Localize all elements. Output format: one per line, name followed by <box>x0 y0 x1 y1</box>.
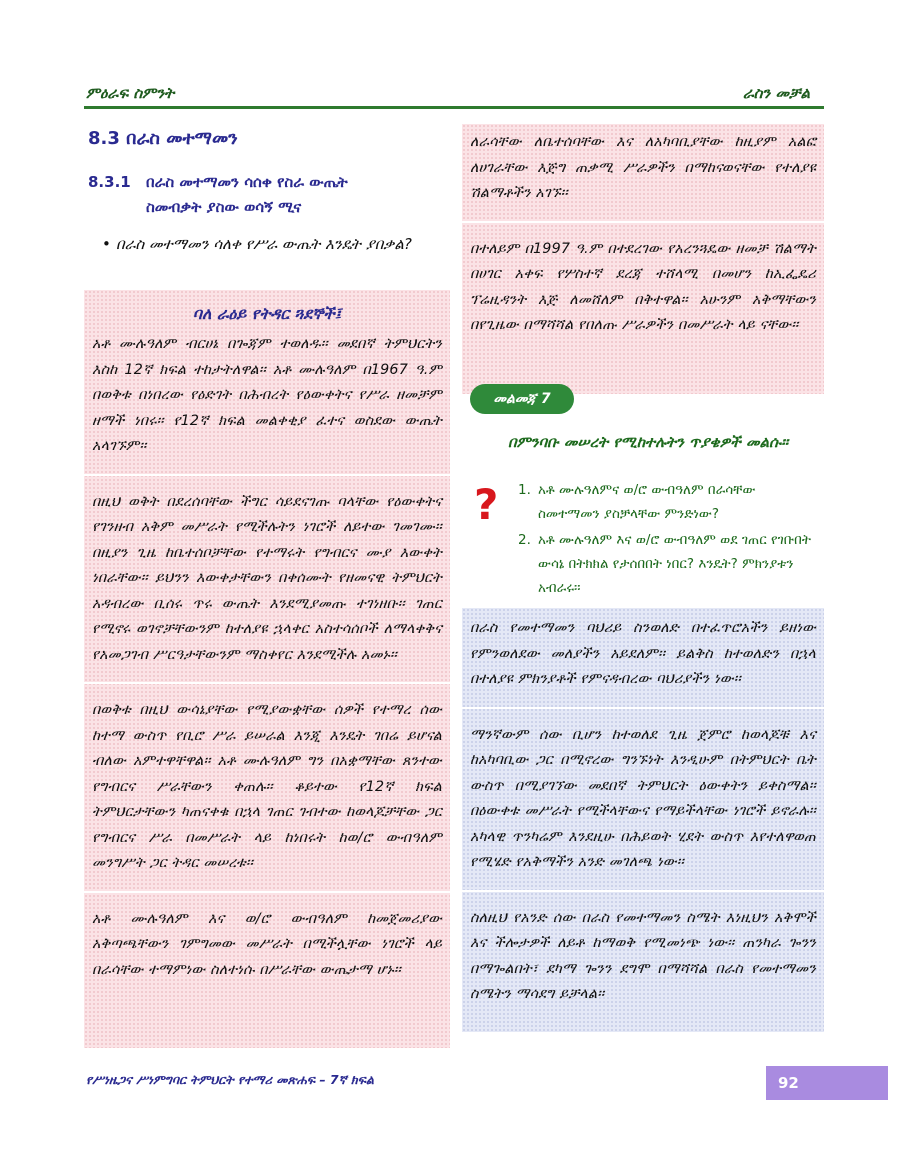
question-number: 1. <box>518 482 531 498</box>
story-box <box>84 290 450 1048</box>
header-rule <box>84 106 824 109</box>
header-unit-title: ራስን መቻል <box>742 84 810 102</box>
story-continuation-paragraph: በተለይም በ1997 ዓ.ም በተደረገው የአረንጓዴው ዘመቻ ሽልማት በሀገር አቀፍ የሦስተኛ ደረጃ ተሸላሚ በመሆን ከኢፌዴሪ ፕሬዚዳንት እጅ ለመሸለም በቅተዋል፡፡ አሁንም አቅማቸውን በየጊዜው በማሻሻል የበለጡ ሥራዎችን በመሥራት ላይ ናቸው፡፡ <box>470 240 816 333</box>
subsection-title <box>88 170 438 220</box>
subsection-line-2: ስመብቃት ያስው ወሳኝ ሚና <box>146 198 302 216</box>
story-continuation-box <box>462 124 824 394</box>
story-title: ባለ ራዕይ የትዳር ጓደኞች፤ <box>192 304 342 323</box>
subsection-number: 8.3.1 <box>88 173 131 191</box>
guiding-question-text: በራስ መተማመን ሳለቀ የሥራ ውጤት እንዴት ያበቃል? <box>116 235 412 253</box>
story-paragraph: በዚህ ወቅት በደረሰባቸው ችግር ሳይደናገጡ ባላቸው የዕውቀትና የገንዘብ አቅም መሥራት የሚችሉትን ነገሮች ለይተው ገመገሙ፡፡ በዚያን ጊዜ ከቤተሰቦቻቸው የተማሩት የግብርና ሙያ እውቀት ነበራቸው፡፡ ይህንን እውቀታቸውን በቀሰሙት የዘመናዊ ትምህርት አዳብረው ቢሰሩ ጥሩ ውጤት እንደሚያመጡ ተገነዘቡ፡፡ ገጠር የሚኖሩ ወገኖቻቸውንም ከተለያዩ ኋላቀር አስተሳሰቦች ለማላቀቅና የአመጋገብ ሥርዓታቸውንም ማስቀየር እንደሚችሉ አመኑ፡፡ <box>92 493 442 663</box>
exercise-question <box>518 478 818 526</box>
exercise-question <box>518 528 818 600</box>
header-chapter: ምዕራፍ ስምንት <box>86 84 175 102</box>
explanation-paragraph: ማንኛውም ሰው ቢሆን ከተወለደ ጊዜ ጀምሮ ከወላጆቹ እና ከአካባቢው ጋር በሚኖረው ግንኙነት እንዲሁም በትምህርት ቤት ውስጥ በሚያገኘው መደበኛ ትምህርት ዕውቀትን ይቀስማል፡፡ በዕውቀቱ መሥራት የሚችላቸውና የማይችላቸው ነገሮች ይኖራሉ፡፡ አካላዊ ጥንካሬም እንደዚሁ በሕይወት ሂደት ውስጥ እየተለዋወጠ የሚሄድ የአቅማችን አንድ መገለጫ ነው፡፡ <box>470 726 816 870</box>
question-text: አቶ ሙሉዓለምና ወ/ሮ ውብዓለም በራሳቸው ስመተማመን ያስቻላቸው ምንድነው? <box>538 482 756 522</box>
exercise-instruction: በምንባቡ መሠረት የሚከተሉትን ጥያቄዎች መልሱ፡፡ <box>508 433 789 451</box>
question-mark-icon: ? <box>474 480 499 529</box>
explanation-paragraph: በራስ የመተማመን ባህሪይ ስንወለድ በተፈጥሮአችን ይዘነው የምንወለደው መለያችን አይደለም፡፡ ይልቅስ ከተወለድን በኋላ በተለያዩ ምክንያቶች የምናዳብረው ባህሪያችን ነው፡፡ <box>470 620 816 687</box>
story-continuation-paragraph: ለራሳቸው ለቤተሰባቸው እና ለአካባቢያቸው ከዚያም አልፎ ለሀገራቸው እጅግ ጠቃሚ ሥራዎችን በማከናወናቸው የተለያዩ ሽልማቶችን አገኙ፡፡ <box>470 134 816 201</box>
question-text: አቶ ሙሉዓለም እና ወ/ሮ ውብዓለም ወደ ገጠር የገቡበት ውሳኔ በትክክል የታሰበበት ነበር? እንዴት? ምክንያቱን አብራሩ፡፡ <box>538 532 812 596</box>
question-number: 2. <box>518 532 531 548</box>
section-title: 8.3 በራስ መተማመን <box>88 128 238 149</box>
guiding-question <box>102 232 446 257</box>
footer-book-title: የሥነዜጋና ሥነምግባር ትምህርት የተማሪ መጽሐፍ – 7ኛ ክፍል <box>86 1072 374 1087</box>
paragraph-divider <box>462 890 824 892</box>
story-paragraph: በወቅቱ በዚህ ውሳኔያቸው የሚያውቋቸው ሰዎች የተማረ ሰው ከተማ ውስጥ የቢሮ ሥራ ይሠራል እንጂ እንዴት ገበሬ ይሆናል ብለው አምተዋቸዋል፡፡ አቶ ሙሉዓለም ግን በአቋማቸው ጸንተው የግብርና ሥራቸውን ቀጠሉ፡፡ ቆይተው የ12ኛ ክፍል ትምህርታቸውን ካጠናቀቁ በኋላ ገጠር ገብተው ከወላጆቻቸው ጋር የግብርና ሥራ በመሥራት ላይ ከነበሩት ከወ/ሮ ውብዓለም መንግሥት ጋር ትዳር መሠረቱ፡፡ <box>92 702 442 871</box>
exercise-question-list <box>518 478 818 602</box>
story-body <box>84 324 450 983</box>
explanation-box <box>462 608 824 1032</box>
explanation-paragraph: ስለዚህ የአንድ ሰው በራስ የመተማመን ስሜት እነዚህን አቅሞች እና ችሎታዎች ለይቶ ከማወቅ የሚመነጭ ነው፡፡ ጠንካራ ጐንን በማጐልበት፣ ደካማ ጐንን ደግሞ በማሻሻል በራስ የመተማመን ስሜትን ማሳደግ ይቻላል፡፡ <box>470 909 816 1002</box>
bullet-dot-icon: • <box>102 235 111 253</box>
story-paragraph: አቶ ሙሉዓለም ብርሀኔ በጐጃም ተወለዱ፡፡ መደበኛ ትምህርትን እስከ 12ኛ ክፍል ተከታትለዋል፡፡ አቶ ሙሉዓለም በ1967 ዓ.ም በወቅቱ በነበረው የዕድገት በሕብረት የዕውቀትና የሥራ ዘመቻም ዘማች ነበሩ፡፡ የ12ኛ ክፍል መልቀቂያ ፈተና ወስደው ውጤት አላገኙም፡፡ <box>92 336 442 454</box>
paragraph-divider <box>84 891 450 893</box>
paragraph-divider <box>84 682 450 684</box>
paragraph-divider <box>462 221 824 223</box>
subsection-line-1: በራስ መተማመን ሳሰቀ የስራ ውጤት <box>146 173 348 191</box>
story-paragraph: አቶ ሙሉዓለም እና ወ/ሮ ውብዓለም ከመጀመሪያው አቅጣጫቸውን ገምግመው መሥራት በሚችሏቸው ነገሮች ላይ በራሳቸው ተማምነው ስለተነሱ በሥራቸው ውጤታማ ሆኑ፡፡ <box>92 910 442 978</box>
paragraph-divider <box>84 474 450 476</box>
exercise-badge: መልመጃ 7 <box>470 384 574 414</box>
paragraph-divider <box>462 707 824 709</box>
page-number: 92 <box>766 1066 888 1100</box>
